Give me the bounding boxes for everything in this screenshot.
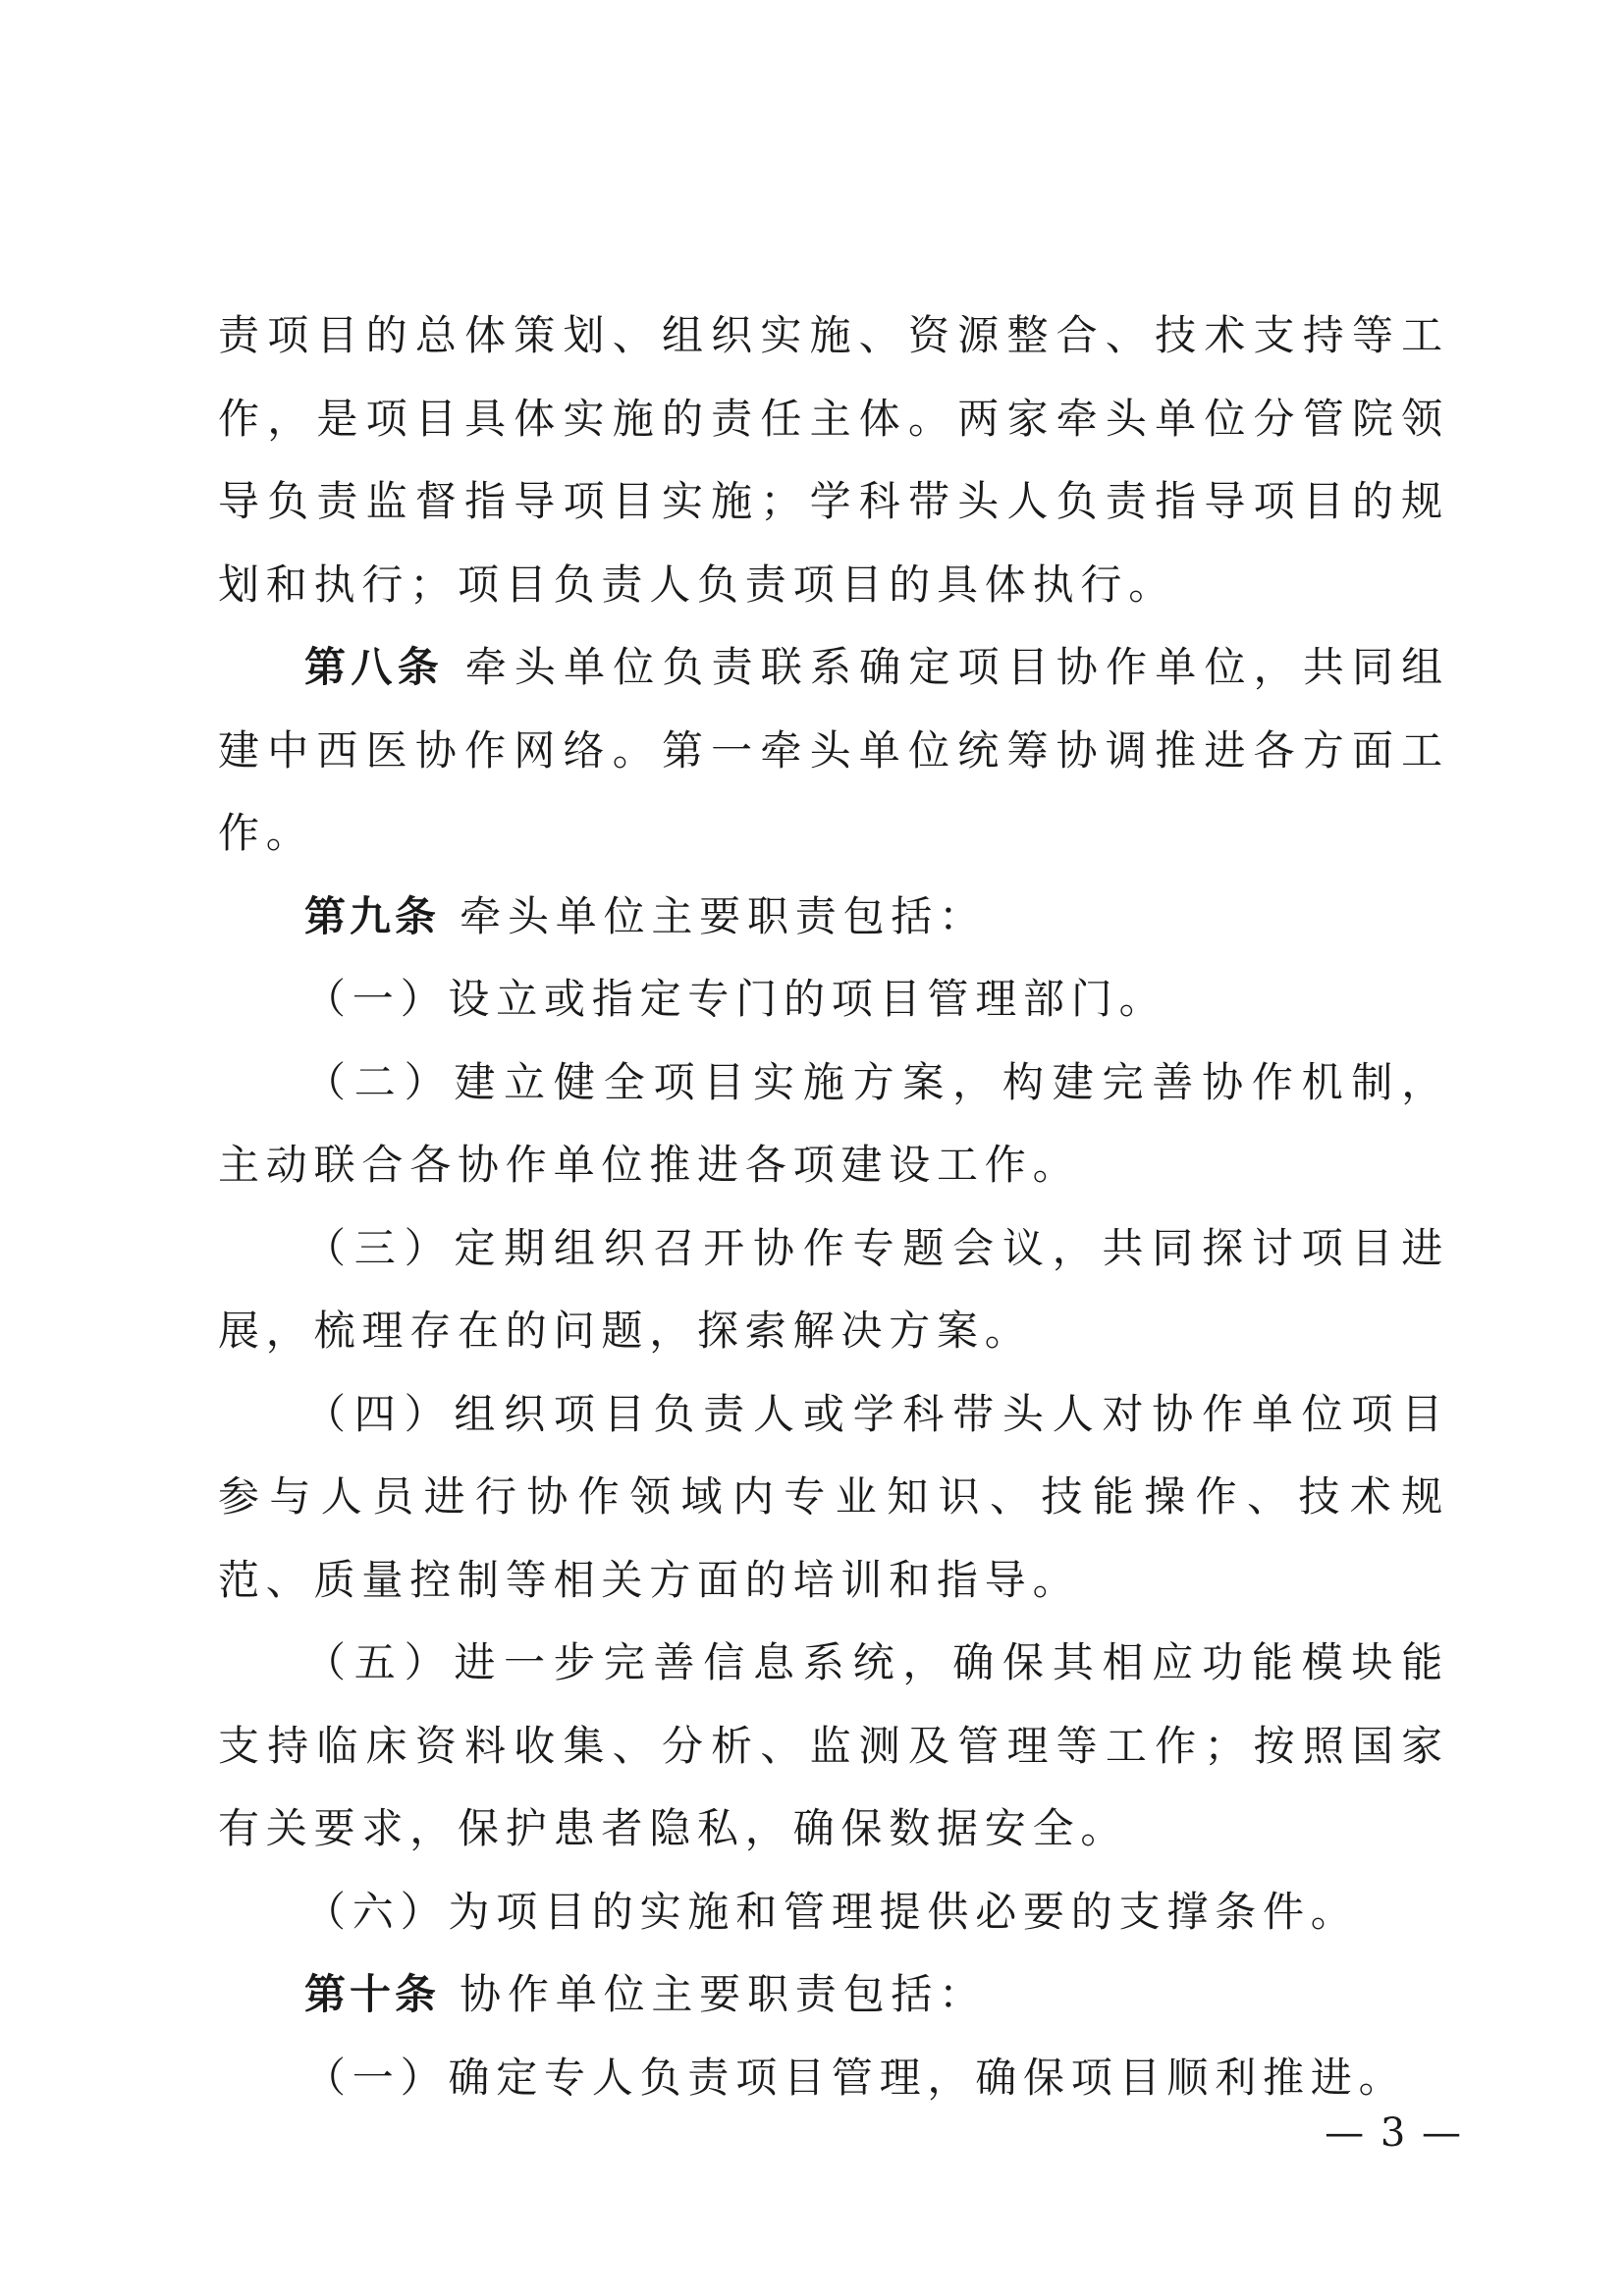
paragraph-continuation — [218, 294, 1449, 626]
list-item-text: （四）组织项目负责人或学科带头人对协作单位项目参与人员进行协作领域内专业知识、技能操作、技术规范、质量控制等相关方面的培训和指导。 — [218, 1389, 1449, 1604]
article-text: 牵头单位负责联系确定项目协作单位，共同组建中西医协作网络。第一牵头单位统筹协调推进各方面工作。 — [218, 643, 1449, 857]
list-item-text: （三）定期组织召开协作专题会议，共同探讨项目进展，梳理存在的问题，探索解决方案。 — [218, 1223, 1449, 1355]
article-9-item-3 — [218, 1207, 1449, 1373]
list-item-text: （五）进一步完善信息系统，确保其相应功能模块能支持临床资料收集、分析、监测及管理等工作；按照国家有关要求，保护患者隐私，确保数据安全。 — [218, 1638, 1449, 1852]
article-label: 第十条 — [304, 1970, 441, 2018]
paragraph-text: 责项目的总体策划、组织实施、资源整合、技术支持等工作，是项目具体实施的责任主体。两家牵头单位分管院领导负责监督指导项目实施；学科带头人负责指导项目的规划和执行；项目负责人负责项目的具体执行。 — [218, 311, 1449, 609]
article-9-item-6 — [218, 1871, 1449, 1954]
list-item-text: （六）为项目的实施和管理提供必要的支撑条件。 — [304, 1887, 1359, 1936]
list-item-text: （一）设立或指定专门的项目管理部门。 — [304, 975, 1167, 1023]
article-label: 第八条 — [304, 643, 445, 691]
document-body — [218, 294, 1449, 2119]
article-10 — [218, 1953, 1449, 2037]
article-text: 牵头单位主要职责包括： — [460, 891, 987, 940]
page-number: — 3 — — [1325, 2110, 1463, 2156]
article-9-item-4 — [218, 1373, 1449, 1623]
list-item-text: （一）确定专人负责项目管理，确保项目顺利推进。 — [304, 2053, 1407, 2102]
article-9-item-1 — [218, 958, 1449, 1041]
article-10-item-1 — [218, 2037, 1449, 2120]
article-8 — [218, 626, 1449, 876]
article-text: 协作单位主要职责包括： — [460, 1970, 987, 2018]
article-9-item-2 — [218, 1041, 1449, 1207]
list-item-text: （二）建立健全项目实施方案，构建完善协作机制，主动联合各协作单位推进各项建设工作。 — [218, 1057, 1449, 1189]
article-9-item-5 — [218, 1622, 1449, 1871]
article-9 — [218, 876, 1449, 959]
article-label: 第九条 — [304, 891, 441, 940]
